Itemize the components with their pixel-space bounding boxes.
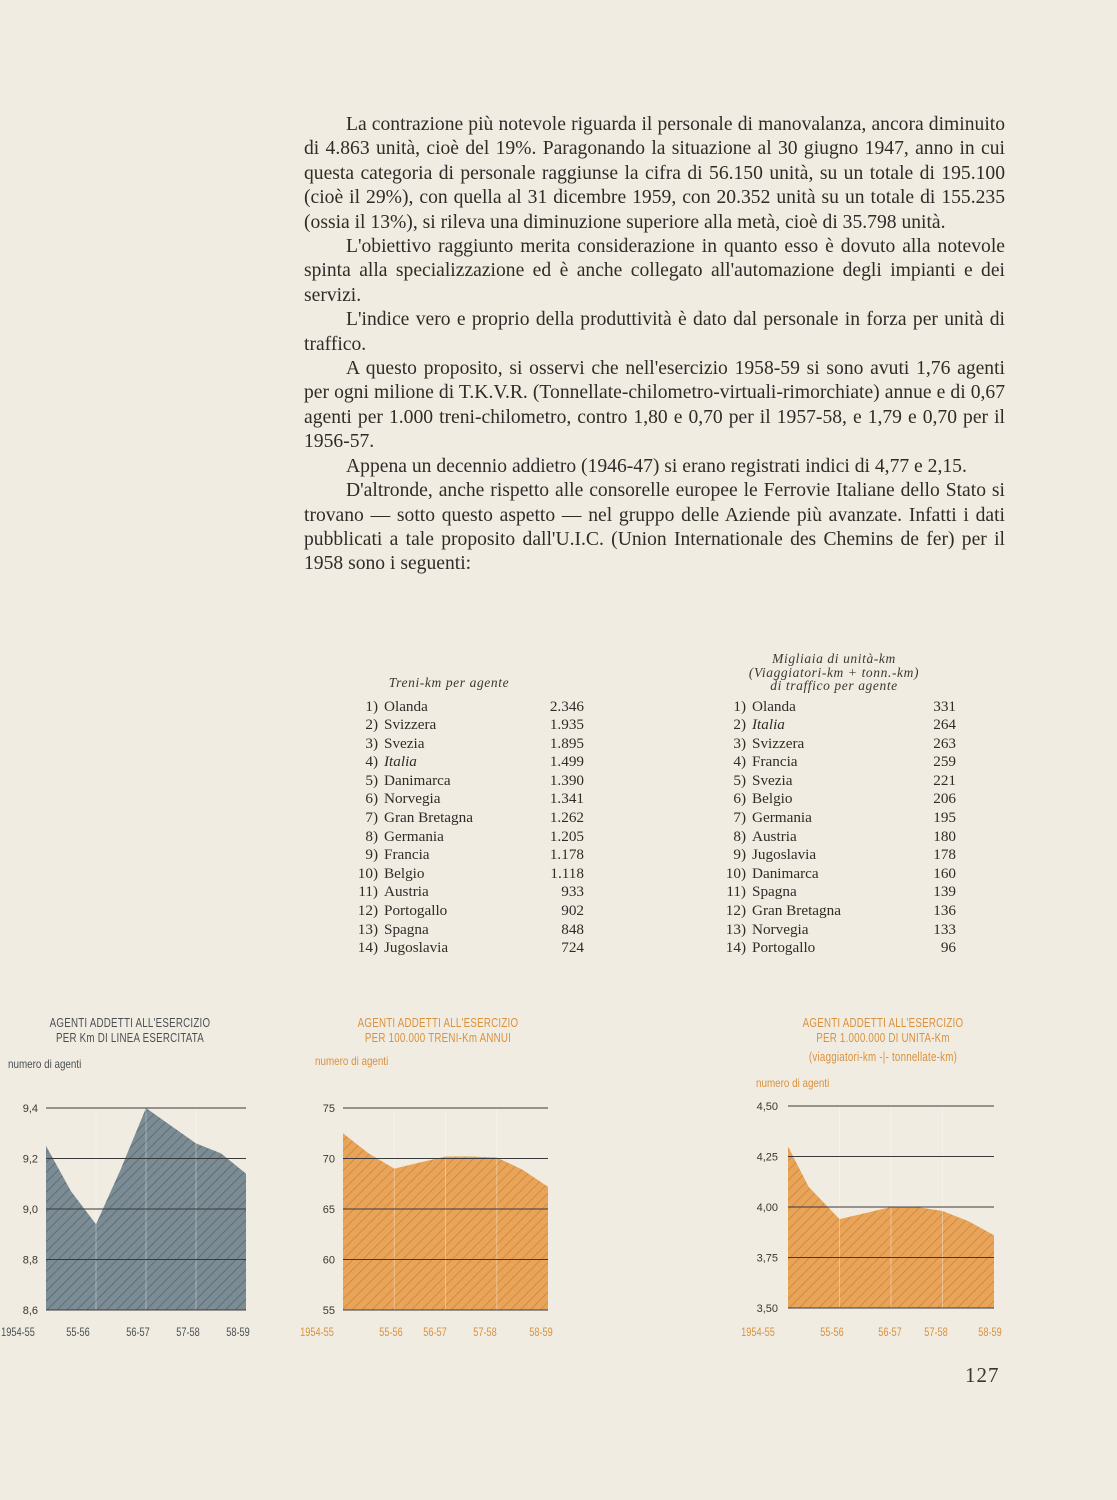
country-cell: Svezia	[752, 771, 793, 789]
body-text	[304, 113, 1005, 577]
rank-cell: 8)	[365, 827, 378, 845]
rank-cell: 14)	[725, 939, 746, 957]
country-cell: Portogallo	[384, 902, 448, 920]
value-cell: 264	[933, 716, 956, 734]
table-row	[344, 716, 584, 735]
rank-cell: 10)	[725, 864, 746, 882]
value-cell: 1.499	[549, 753, 584, 771]
value-cell: 160	[933, 864, 956, 882]
country-cell: Svizzera	[384, 716, 437, 734]
rank-cell: 14)	[357, 939, 378, 957]
chart-title-line: PER 100.000 TRENI-Km ANNUI	[364, 1031, 512, 1045]
y-tick-label: 9,2	[22, 1153, 38, 1166]
x-tick-label: 56-57	[423, 1327, 447, 1340]
table-row	[712, 883, 956, 902]
rank-cell: 5)	[733, 771, 746, 789]
table-row	[712, 809, 956, 828]
table-row	[344, 883, 584, 902]
value-cell: 195	[933, 809, 956, 827]
value-cell: 848	[561, 920, 584, 938]
table-row	[712, 939, 956, 958]
x-tick-label: 1954-55	[741, 1327, 775, 1340]
paragraph-6: D'altronde, anche rispetto alle consorelle europee le Ferrovie Italiane dello Stato si trovano — sotto questo aspetto — nel gruppo delle Aziende più avanzate. Infatti i dati pubblicati a tale proposito dall'U.I.C. (Union Internationale des Chemins de fer) per il 1958 sono i seguenti:	[304, 480, 1005, 575]
x-tick-label: 57-58	[473, 1327, 497, 1340]
y-tick-label: 65	[322, 1204, 335, 1216]
table-row	[344, 790, 584, 809]
table-row	[712, 902, 956, 921]
country-cell: Jugoslavia	[752, 846, 817, 864]
country-cell: Norvegia	[752, 920, 809, 938]
value-cell: 2.346	[549, 697, 584, 715]
value-cell: 1.118	[550, 864, 584, 882]
rank-cell: 1)	[733, 697, 746, 715]
table-row	[344, 828, 584, 847]
chart-title-line: AGENTI ADDETTI ALL'ESERCIZIO	[49, 1016, 211, 1030]
country-cell: Svizzera	[752, 734, 805, 752]
rank-cell: 6)	[733, 790, 746, 808]
y-tick-label: 70	[322, 1153, 335, 1166]
chart-agenti-per-treni-km	[295, 1010, 565, 1340]
rank-cell: 13)	[357, 920, 378, 938]
y-tick-label: 4,00	[756, 1202, 778, 1214]
value-cell: 1.935	[549, 716, 584, 734]
y-tick-label: 8,8	[22, 1254, 38, 1267]
table-header: Treni-km per agente	[388, 675, 510, 690]
table-row	[712, 772, 956, 791]
rank-cell: 4)	[365, 753, 378, 771]
value-cell: 139	[933, 883, 956, 901]
chart-svg	[295, 1010, 595, 1340]
rank-cell: 12)	[357, 902, 378, 920]
country-cell: Jugoslavia	[384, 939, 449, 957]
value-cell: 1.895	[549, 734, 584, 752]
x-tick-label: 56-57	[878, 1327, 902, 1340]
value-cell: 1.341	[549, 790, 584, 808]
y-tick-label: 9,4	[22, 1103, 38, 1115]
table-row	[712, 846, 956, 865]
rank-cell: 3)	[733, 734, 746, 752]
value-cell: 331	[933, 697, 956, 715]
chart-y-label: numero di agenti	[756, 1076, 830, 1090]
chart-agenti-per-unita-km	[740, 1010, 1020, 1340]
country-cell: Belgio	[384, 864, 425, 882]
chart-agenti-per-km-linea	[0, 1010, 260, 1340]
y-tick-label: 3,75	[756, 1252, 778, 1265]
rank-cell: 7)	[365, 809, 378, 827]
rank-cell: 10)	[357, 864, 378, 882]
x-tick-label: 58-59	[978, 1327, 1002, 1340]
country-cell: Spagna	[752, 883, 797, 901]
country-cell: Austria	[752, 827, 797, 845]
table-row	[344, 735, 584, 754]
rank-cell: 2)	[733, 716, 746, 734]
value-cell: 136	[933, 902, 956, 920]
country-cell: Spagna	[384, 920, 429, 938]
chart-y-label: numero di agenti	[8, 1057, 82, 1071]
rank-cell: 11)	[726, 883, 746, 901]
country-cell: Germania	[384, 827, 444, 845]
x-tick-label: 1954-55	[1, 1327, 35, 1340]
value-cell: 180	[933, 827, 956, 845]
chart-y-label: numero di agenti	[315, 1054, 389, 1068]
table-row	[712, 790, 956, 809]
table-row	[344, 902, 584, 921]
y-tick-label: 8,6	[22, 1305, 38, 1317]
country-cell: Gran Bretagna	[384, 809, 473, 827]
chart-svg	[740, 1010, 1040, 1340]
country-cell: Belgio	[752, 790, 793, 808]
value-cell: 1.178	[549, 846, 584, 864]
x-tick-label: 55-56	[379, 1327, 403, 1340]
country-cell: Francia	[752, 753, 798, 771]
country-cell: Austria	[384, 883, 429, 901]
table-row	[344, 809, 584, 828]
chart-title-line: (viaggiatori-km -|- tonnellate-km)	[808, 1050, 958, 1064]
chart-title-line: PER Km DI LINEA ESERCITATA	[55, 1031, 205, 1045]
value-cell: 96	[940, 939, 956, 957]
country-cell: Danimarca	[384, 771, 451, 789]
y-tick-label: 4,25	[756, 1151, 778, 1164]
y-tick-label: 55	[322, 1305, 335, 1317]
table-row	[344, 698, 584, 717]
y-tick-label: 60	[322, 1254, 335, 1267]
chart-title-line: AGENTI ADDETTI ALL'ESERCIZIO	[802, 1016, 964, 1030]
rank-cell: 5)	[365, 771, 378, 789]
table-treni-km-per-agente	[344, 676, 584, 958]
table-row	[712, 716, 956, 735]
rank-cell: 6)	[365, 790, 378, 808]
country-cell: Norvegia	[384, 790, 441, 808]
table-header-line-2: (Viaggiatori-km + tonn.-km)	[748, 664, 920, 680]
table-row	[712, 698, 956, 717]
country-cell: Francia	[384, 846, 430, 864]
value-cell: 133	[933, 920, 956, 938]
table-row	[712, 921, 956, 940]
value-cell: 206	[933, 790, 956, 808]
table-row	[712, 735, 956, 754]
table-header-line-3: di traffico per agente	[770, 678, 898, 693]
rank-cell: 8)	[733, 827, 746, 845]
y-tick-label: 3,50	[756, 1303, 778, 1315]
table-row	[712, 828, 956, 847]
table-row	[344, 846, 584, 865]
table-row	[344, 865, 584, 884]
country-cell: Danimarca	[752, 864, 819, 882]
x-tick-label: 57-58	[176, 1327, 200, 1340]
y-tick-label: 4,50	[756, 1101, 778, 1113]
rank-cell: 7)	[733, 809, 746, 827]
country-cell: Olanda	[384, 697, 428, 715]
value-cell: 1.205	[549, 827, 584, 845]
x-tick-label: 55-56	[820, 1327, 844, 1340]
y-tick-label: 9,0	[22, 1204, 38, 1216]
paragraph-4: A questo proposito, si osservi che nell'esercizio 1958-59 si sono avuti 1,76 agenti per ogni milione di T.K.V.R. (Tonnellate-chilometro-virtuali-rimorchiate) annue e di 0,67 agenti per 1.000 treni-chilometro, contro 1,80 e 0,70 per il 1957-58, e 1,79 e 0,70 per il 1956-57.	[304, 358, 1005, 453]
rank-cell: 11)	[358, 883, 378, 901]
rank-cell: 1)	[365, 697, 378, 715]
paragraph-1: La contrazione più notevole riguarda il personale di manovalanza, ancora diminuito di 4.863 unità, cioè del 19%. Paragonando la situazione al 30 giugno 1947, anno in cui questa categoria di personale raggiunse la cifra di 56.150 unità, su un totale di 195.100 (cioè il 29%), con quella al 31 dicembre 1959, con 20.352 unità su un totale di 155.235 (ossia il 13%), si rileva una diminuzione superiore alla metà, cioè di 35.798 unità.	[304, 114, 1005, 233]
country-cell: Svezia	[384, 734, 425, 752]
value-cell: 263	[933, 734, 956, 752]
value-cell: 902	[561, 902, 584, 920]
table-row	[344, 921, 584, 940]
table-rows	[344, 698, 584, 958]
x-tick-label: 55-56	[66, 1327, 90, 1340]
y-tick-label: 75	[322, 1103, 335, 1115]
x-tick-label: 1954-55	[300, 1327, 334, 1340]
rank-cell: 9)	[365, 846, 378, 864]
x-tick-label: 58-59	[529, 1327, 553, 1340]
value-cell: 259	[933, 753, 956, 771]
table-row	[712, 865, 956, 884]
table-row	[712, 753, 956, 772]
rank-cell: 4)	[733, 753, 746, 771]
value-cell: 1.390	[549, 771, 584, 789]
country-cell: Olanda	[752, 697, 796, 715]
country-cell: Portogallo	[752, 939, 816, 957]
country-cell: Italia	[752, 716, 785, 734]
table-row	[344, 772, 584, 791]
country-cell: Gran Bretagna	[752, 902, 841, 920]
value-cell: 1.262	[549, 809, 584, 827]
table-header-line-1: Migliaia di unità-km	[772, 651, 896, 666]
chart-svg	[0, 1010, 300, 1340]
paragraph-3: L'indice vero e proprio della produttività è dato dal personale in forza per unità di traffico.	[304, 309, 1005, 355]
paragraph-5: Appena un decennio addietro (1946-47) si erano registrati indici di 4,77 e 2,15.	[346, 455, 967, 477]
value-cell: 178	[933, 846, 956, 864]
country-cell: Italia	[384, 753, 417, 771]
table-header	[694, 652, 974, 693]
x-tick-label: 58-59	[226, 1327, 250, 1340]
table-unita-km-per-agente	[712, 652, 956, 958]
country-cell: Germania	[752, 809, 812, 827]
value-cell: 724	[561, 939, 584, 957]
chart-title-line: AGENTI ADDETTI ALL'ESERCIZIO	[357, 1016, 519, 1030]
rank-cell: 3)	[365, 734, 378, 752]
rank-cell: 13)	[725, 920, 746, 938]
x-tick-label: 56-57	[126, 1327, 150, 1340]
paragraph-2: L'obiettivo raggiunto merita considerazione in quanto esso è dovuto alla notevole spinta alla specializzazione ed è anche collegato all'automazione degli impianti e dei servizi.	[304, 236, 1005, 306]
rank-cell: 9)	[733, 846, 746, 864]
value-cell: 221	[933, 771, 956, 789]
table-rows	[712, 698, 956, 958]
chart-title-line: PER 1.000.000 DI UNITA-Km	[816, 1031, 950, 1045]
table-row	[344, 939, 584, 958]
x-tick-label: 57-58	[924, 1327, 948, 1340]
rank-cell: 12)	[725, 902, 746, 920]
table-row	[344, 753, 584, 772]
page-number: 127	[965, 1363, 1000, 1387]
value-cell: 933	[561, 883, 584, 901]
rank-cell: 2)	[365, 716, 378, 734]
